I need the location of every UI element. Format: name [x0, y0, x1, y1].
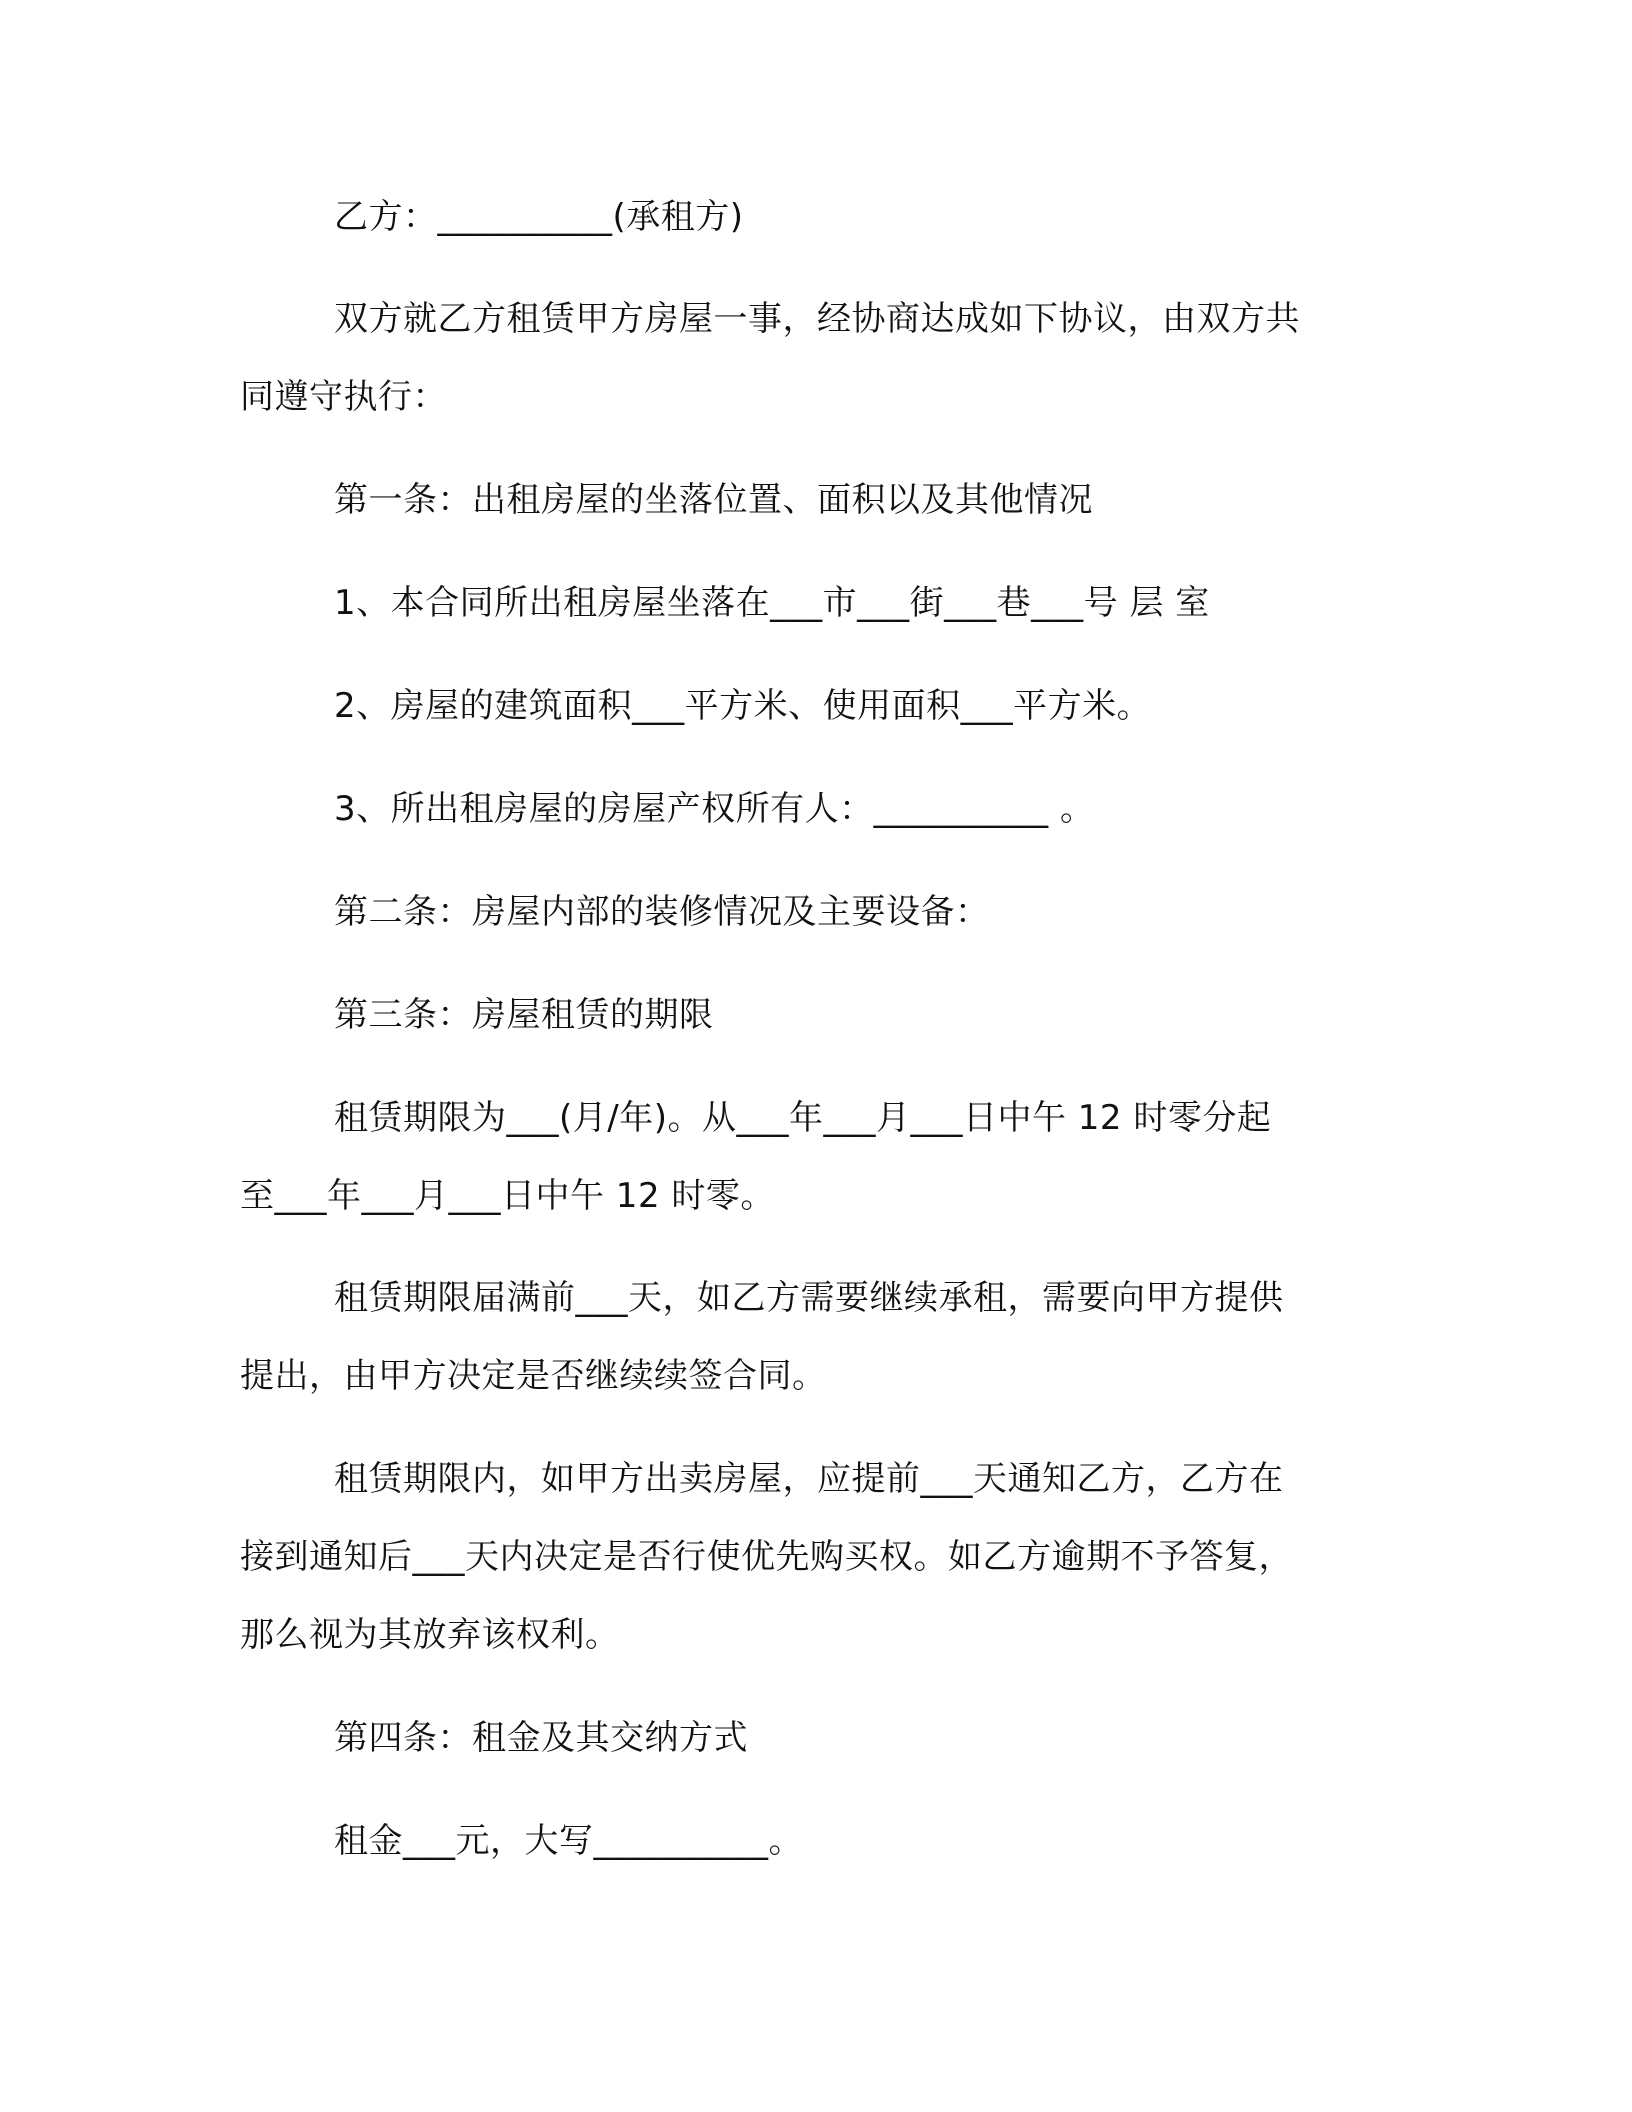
- renewal-paragraph-line-2: 提出，由甲方决定是否继续续签合同。: [240, 1356, 827, 1396]
- article-one-item-3: 3、所出租房屋的房屋产权所有人：__________ 。: [334, 789, 1095, 829]
- article-one-item-2: 2、房屋的建筑面积___平方米、使用面积___平方米。: [334, 686, 1152, 726]
- agreement-intro-line-1: 双方就乙方租赁甲方房屋一事，经协商达成如下协议，由双方共: [334, 299, 1300, 339]
- sale-paragraph-line-3: 那么视为其放弃该权利。: [240, 1615, 620, 1655]
- lease-term-line-1: 租赁期限为___(月/年)。从___年___月___日中午 12 时零分起: [334, 1098, 1272, 1138]
- rent-amount-line: 租金___元，大写__________。: [334, 1821, 803, 1861]
- article-two-heading: 第二条：房屋内部的装修情况及主要设备：: [334, 892, 990, 932]
- renewal-paragraph-line-1: 租赁期限届满前___天，如乙方需要继续承租，需要向甲方提供: [334, 1278, 1284, 1318]
- article-four-heading: 第四条：租金及其交纳方式: [334, 1718, 748, 1758]
- article-three-heading: 第三条：房屋租赁的期限: [334, 995, 714, 1035]
- party-b-line: 乙方：__________(承租方): [334, 197, 744, 237]
- sale-paragraph-line-2: 接到通知后___天内决定是否行使优先购买权。如乙方逾期不予答复，: [240, 1537, 1293, 1577]
- lease-term-line-2: 至___年___月___日中午 12 时零。: [240, 1176, 775, 1216]
- sale-paragraph-line-1: 租赁期限内，如甲方出卖房屋，应提前___天通知乙方，乙方在: [334, 1459, 1284, 1499]
- agreement-intro-line-2: 同遵守执行：: [240, 377, 447, 417]
- article-one-item-1: 1、本合同所出租房屋坐落在___市___街___巷___号 层 室: [334, 583, 1210, 623]
- article-one-heading: 第一条：出租房屋的坐落位置、面积以及其他情况: [334, 480, 1093, 520]
